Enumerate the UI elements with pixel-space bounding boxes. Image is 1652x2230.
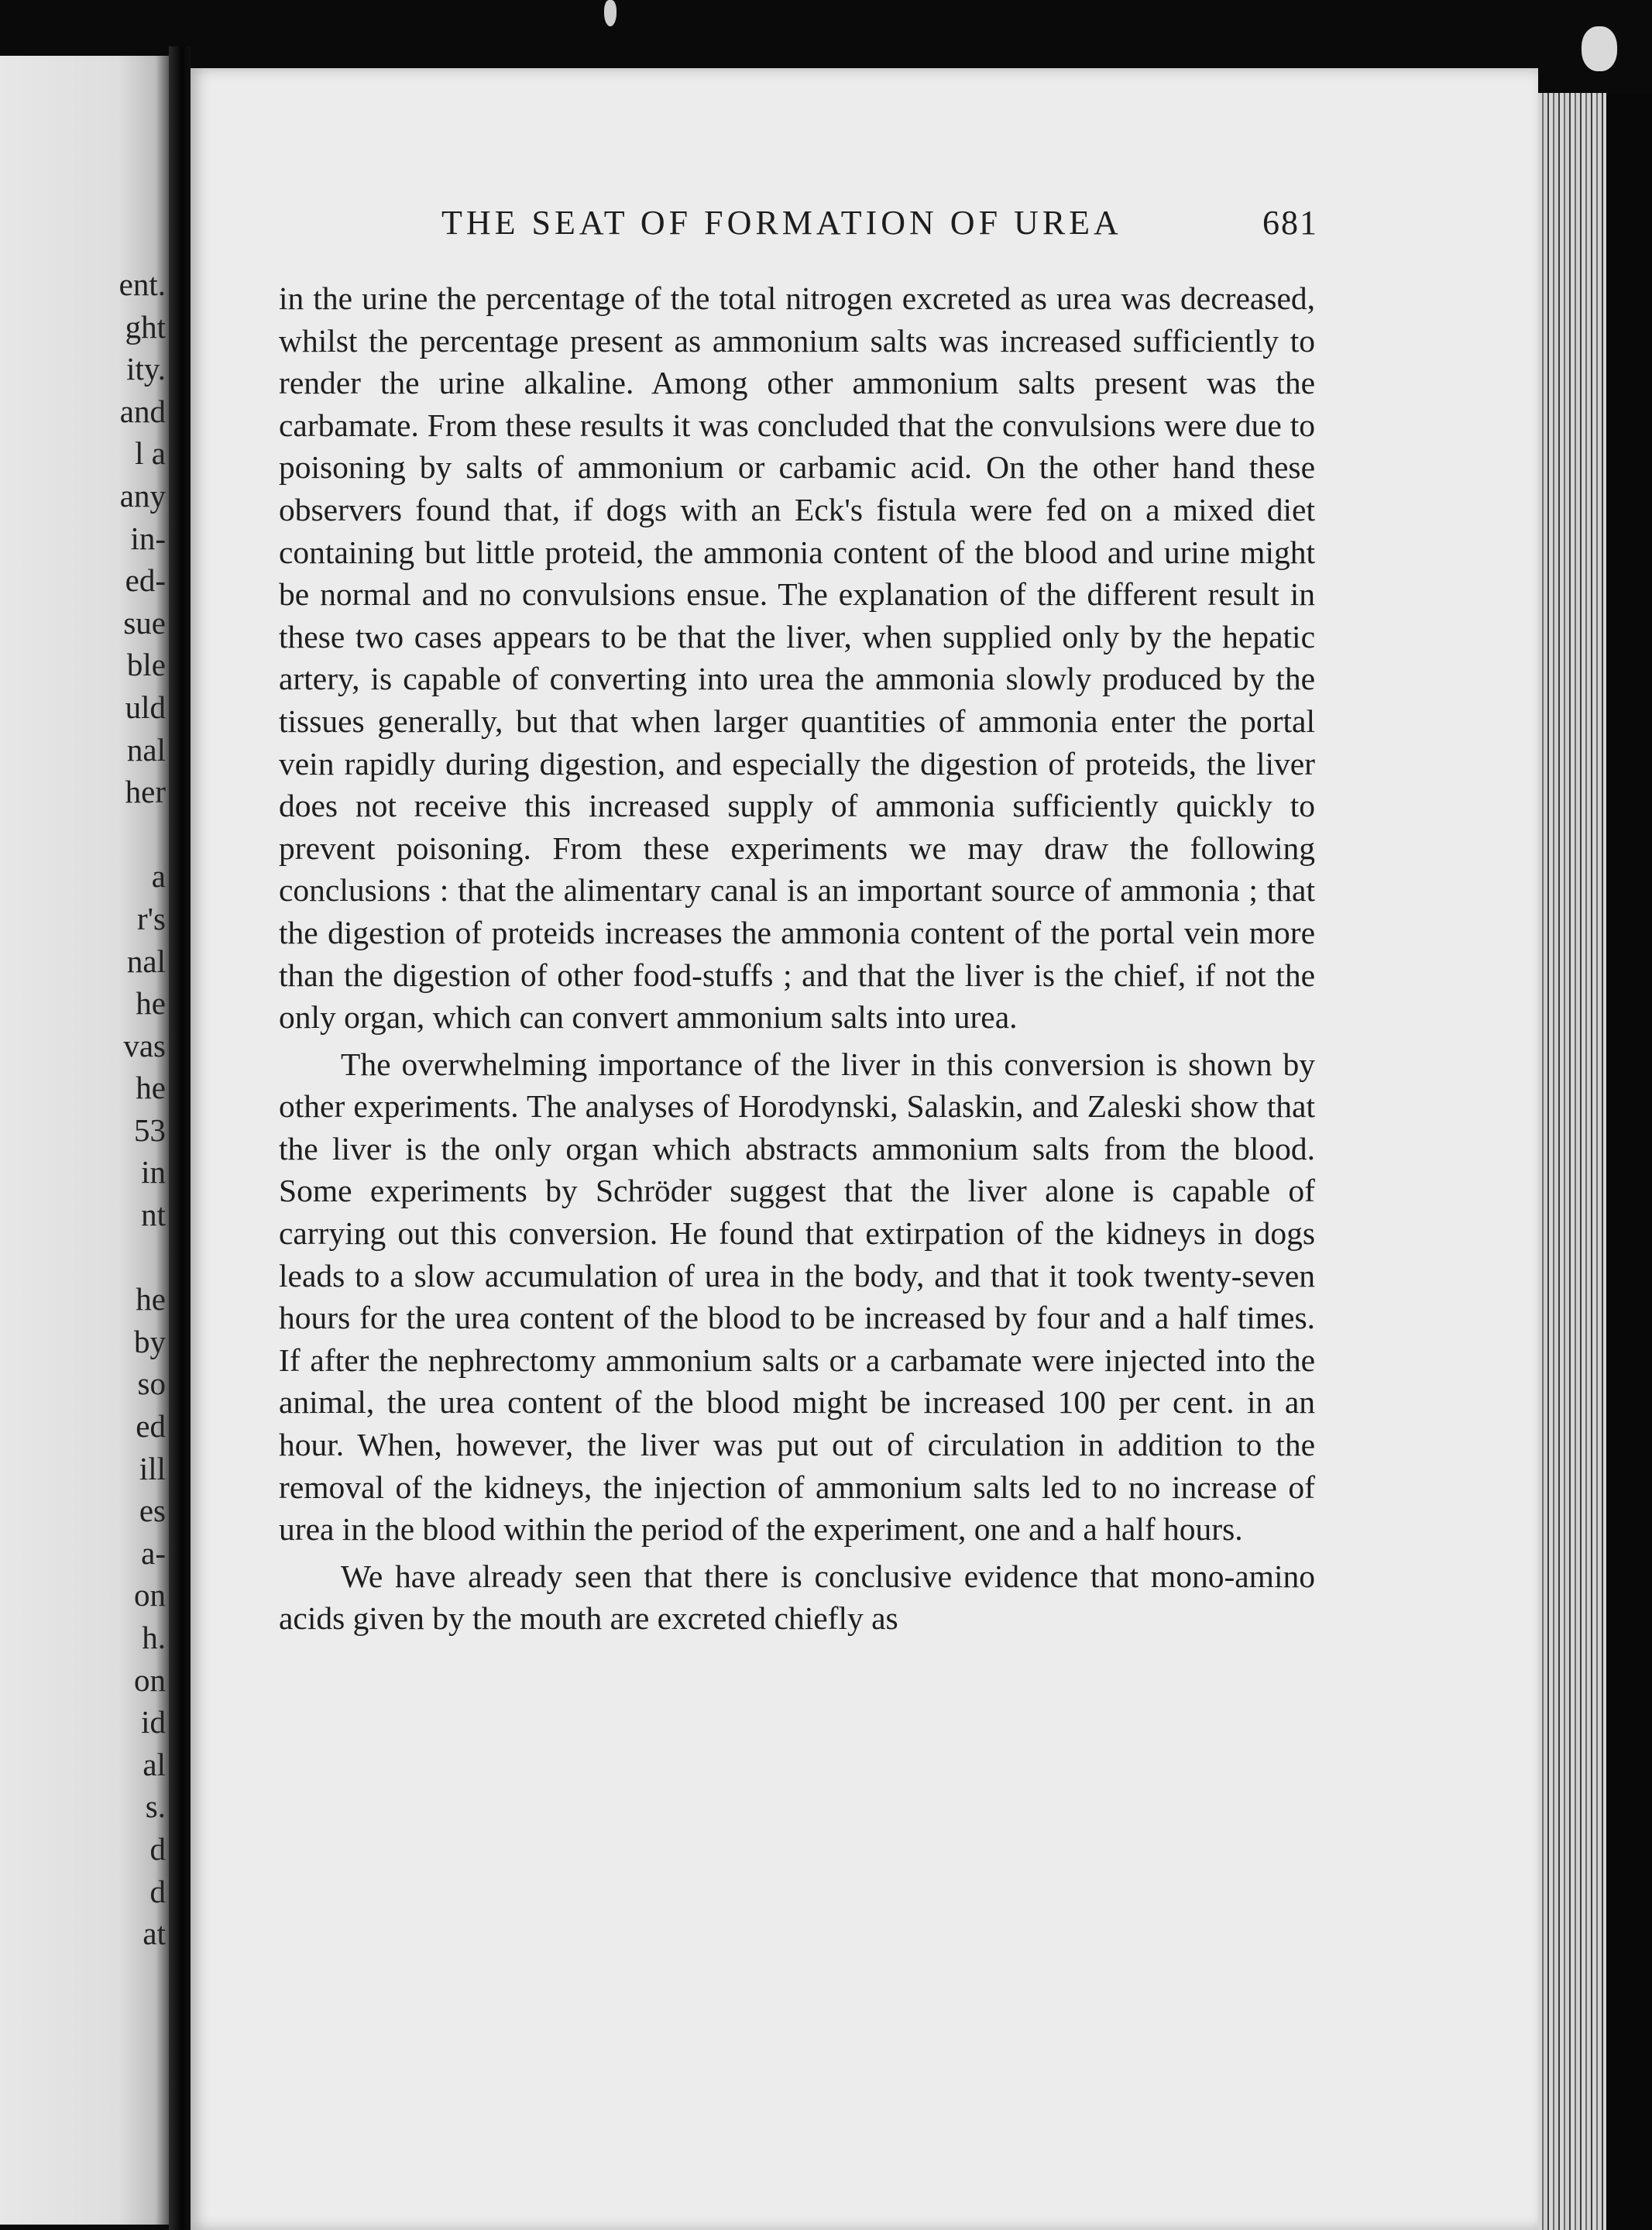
left-page-line-fragment: in- (130, 520, 166, 556)
left-page-line-fragment: s. (145, 1788, 166, 1825)
left-page-line-fragment: on (134, 1577, 166, 1613)
running-head (441, 203, 1318, 242)
left-page-line-fragment: id (141, 1704, 166, 1740)
left-page-text-fragments (11, 263, 166, 1955)
left-page-line-fragment: uld (125, 689, 166, 725)
scan-speck (1582, 26, 1617, 71)
left-page-line-fragment: in (141, 1154, 166, 1191)
left-page-line-fragment: 53 (134, 1112, 166, 1148)
left-page-line-fragment: her (125, 774, 166, 810)
left-page-line-fragment: nal (126, 943, 166, 979)
left-page-line-fragment: ent. (118, 266, 166, 302)
page-edges (1538, 93, 1606, 2230)
left-page-line-fragment: ght (125, 308, 166, 345)
left-page-line-fragment: nt (141, 1197, 166, 1233)
left-page-line-fragment: he (136, 1281, 166, 1318)
left-page-line-fragment: and (119, 393, 166, 429)
paragraph: in the urine the percentage of the total nitrogen excreted as urea was decreased, whilst the percentage present as ammonium salts was increased sufficiently to render the urine alkaline. Among other ammonium salts present was the carbamate. From these results it was concluded that the convulsions were due to poisoning by salts of ammonium or carbamic acid. On the other hand these observers found that, if dogs with an Eck's fistula were fed on a mixed diet containing but little proteid, the ammonia content of the blood and urine might be normal and no convulsions ensue. The explanation of the different result in these two cases appears to be that the liver, when supplied only by the hepatic artery, is capable of converting into urea the ammonia slowly produced by the tissues generally, but that when larger quantities of ammonia enter the portal vein rapidly during digestion, and especially the digestion of proteids, the liver does not receive this increased supply of ammonia sufficiently quickly to prevent poisoning. From these experiments we may draw the following conclusions : that the alimentary canal is an important source of ammonia ; that the digestion of proteids increases the ammonia content of the portal vein more than the digestion of other food-stuffs ; and that the liver is the chief, if not the only organ, which can convert ammonium salts into urea. (279, 280, 1315, 1036)
scan-border (1606, 93, 1652, 2230)
left-page-line-fragment: r's (137, 900, 166, 936)
left-page-line-fragment (11, 1236, 166, 1279)
left-page-line-fragment: he (136, 985, 166, 1022)
scan-speck (604, 0, 616, 26)
left-page-line-fragment: nal (126, 731, 166, 768)
book-gutter (169, 46, 191, 2230)
running-head-title: THE SEAT OF FORMATION OF UREA (441, 204, 1122, 242)
left-page-line-fragment: ed- (125, 562, 166, 599)
left-page-line-fragment: he (136, 1070, 166, 1106)
left-page-line-fragment: by (134, 1323, 166, 1359)
left-page-line-fragment: sue (123, 604, 166, 641)
paragraph: The overwhelming importance of the liver in this conversion is shown by other experiments. The analyses of Horodynski, Salaskin, and Zaleski show that the liver is the only organ which abstracts ammonium salts from the blood. Some experiments by Schröder suggest that the liver alone is capable of carrying out this conversion. He found that extirpation of the kidneys in dogs leads to a slow accumulation of urea in the body, and that it took twenty-seven hours for the urea content of the blood to be increased by four and a half times. If after the nephrectomy ammonium salts or a carbamate were injected into the animal, the urea content of the blood might be increased 100 per cent. in an hour. When, however, the liver was put out of circulation in addition to the removal of the kidneys, the injection of ammonium salts led to no increase of urea in the blood within the period of the experiment, one and a half hours. (279, 1046, 1315, 1548)
left-page-line-fragment: vas (123, 1027, 166, 1063)
left-page-line-fragment: d (149, 1873, 166, 1909)
left-page-line-fragment: al (143, 1746, 166, 1782)
left-page-line-fragment: ity. (126, 351, 166, 387)
left-page-line-fragment: ill (139, 1450, 166, 1486)
left-page-line-fragment: at (143, 1916, 166, 1952)
left-page-line-fragment (11, 813, 166, 856)
paragraph: We have already seen that there is conclusive evidence that mono-amino acids given by the mouth are excreted chiefly as (279, 1558, 1315, 1637)
page-number: 681 (1262, 204, 1318, 242)
left-page-line-fragment: ble (126, 647, 166, 683)
left-page-line-fragment: l a (135, 435, 166, 472)
left-page-line-fragment: ed (136, 1408, 166, 1445)
left-facing-page (0, 56, 169, 2225)
left-page-line-fragment: on (134, 1661, 166, 1698)
left-page-line-fragment: d (149, 1830, 166, 1867)
left-page-line-fragment: h. (142, 1620, 166, 1655)
left-page-line-fragment: es (139, 1493, 166, 1529)
left-page-line-fragment: so (137, 1366, 166, 1402)
left-page-line-fragment: a- (141, 1534, 166, 1571)
left-page-line-fragment: a (151, 858, 166, 895)
left-page-line-fragment: any (119, 477, 166, 514)
body-text (279, 277, 1315, 1640)
